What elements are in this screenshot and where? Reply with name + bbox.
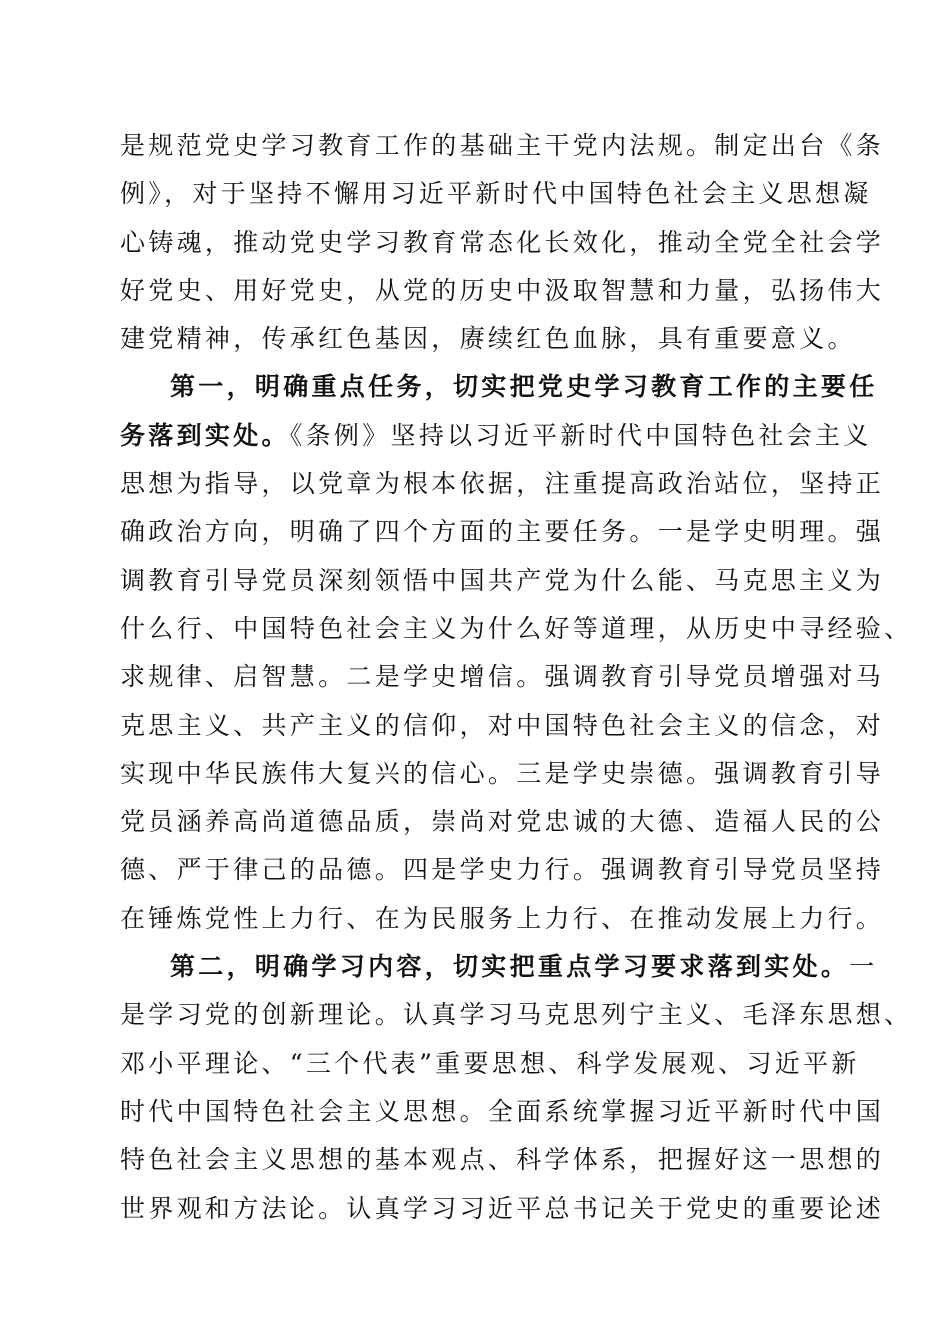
text-line: 确政治方向，明确了四个方面的主要任务。一是学史明理。强 bbox=[120, 517, 885, 547]
document-body bbox=[120, 122, 913, 1233]
text-line: 心铸魂，推动党史学习教育常态化长效化，推动全党全社会学 bbox=[120, 227, 885, 257]
text-line: 务落到实处。《条例》坚持以习近平新时代中国特色社会主义 bbox=[120, 420, 872, 450]
paragraph-second-point bbox=[120, 943, 913, 1233]
text-line: 例》，对于坚持不懈用习近平新时代中国特色社会主义思想凝 bbox=[120, 179, 872, 209]
paragraph-first-point bbox=[120, 363, 913, 943]
text-line: 实现中华民族伟大复兴的信心。三是学史崇德。强调教育引导 bbox=[120, 758, 885, 788]
text-line: 世界观和方法论。认真学习习近平总书记关于党史的重要论述 bbox=[120, 1193, 885, 1223]
text-line: 是学习党的创新理论。认真学习马克思列宁主义、毛泽东思想、 bbox=[120, 1000, 913, 1030]
text-line: 是规范党史学习教育工作的基础主干党内法规。制定出台《条 bbox=[120, 131, 885, 160]
text-line: 党员涵养高尚道德品质，崇尚对党忠诚的大德、造福人民的公 bbox=[120, 807, 885, 837]
text-line: 求规律、启智慧。二是学史增信。强调教育引导党员增强对马 bbox=[120, 662, 885, 692]
section-heading: 第一，明确重点任务，切实把党史学习教育工作的主要任 bbox=[170, 372, 878, 402]
text-line: 在锤炼党性上力行、在为民服务上力行、在推动发展上力行。 bbox=[120, 903, 885, 933]
text-line: 建党精神，传承红色基因，赓续红色血脉，具有重要意义。 bbox=[120, 324, 856, 354]
text-line: 特色社会主义思想的基本观点、科学体系，把握好这一思想的 bbox=[120, 1145, 885, 1175]
text-line: 思想为指导，以党章为根本依据，注重提高政治站位，坚持正 bbox=[120, 469, 885, 499]
text-line bbox=[120, 363, 878, 411]
text-line: 第二，明确学习内容，切实把重点学习要求落到实处。一 bbox=[170, 952, 878, 982]
text-line: 克思主义、共产主义的信仰，对中国特色社会主义的信念，对 bbox=[120, 710, 885, 740]
text-line: 调教育引导党员深刻领悟中国共产党为什么能、马克思主义为 bbox=[120, 565, 885, 595]
text-line: 什么行、中国特色社会主义为什么好等道理，从历史中寻经验、 bbox=[120, 613, 913, 643]
section-heading: 第二，明确学习内容，切实把重点学习要求落到实处。 bbox=[170, 952, 850, 982]
text-line: 德、严于律己的品德。四是学史力行。强调教育引导党员坚持 bbox=[120, 855, 885, 885]
text-line: 好党史、用好党史，从党的历史中汲取智慧和力量，弘扬伟大 bbox=[120, 275, 885, 305]
section-heading: 务落到实处。 bbox=[120, 420, 290, 450]
paragraph-intro bbox=[120, 122, 885, 363]
text-line: 邓小平理论、“三个代表”重要思想、科学发展观、习近平新 bbox=[120, 1048, 860, 1078]
text-line: 时代中国特色社会主义思想。全面系统掌握习近平新时代中国 bbox=[120, 1096, 885, 1126]
